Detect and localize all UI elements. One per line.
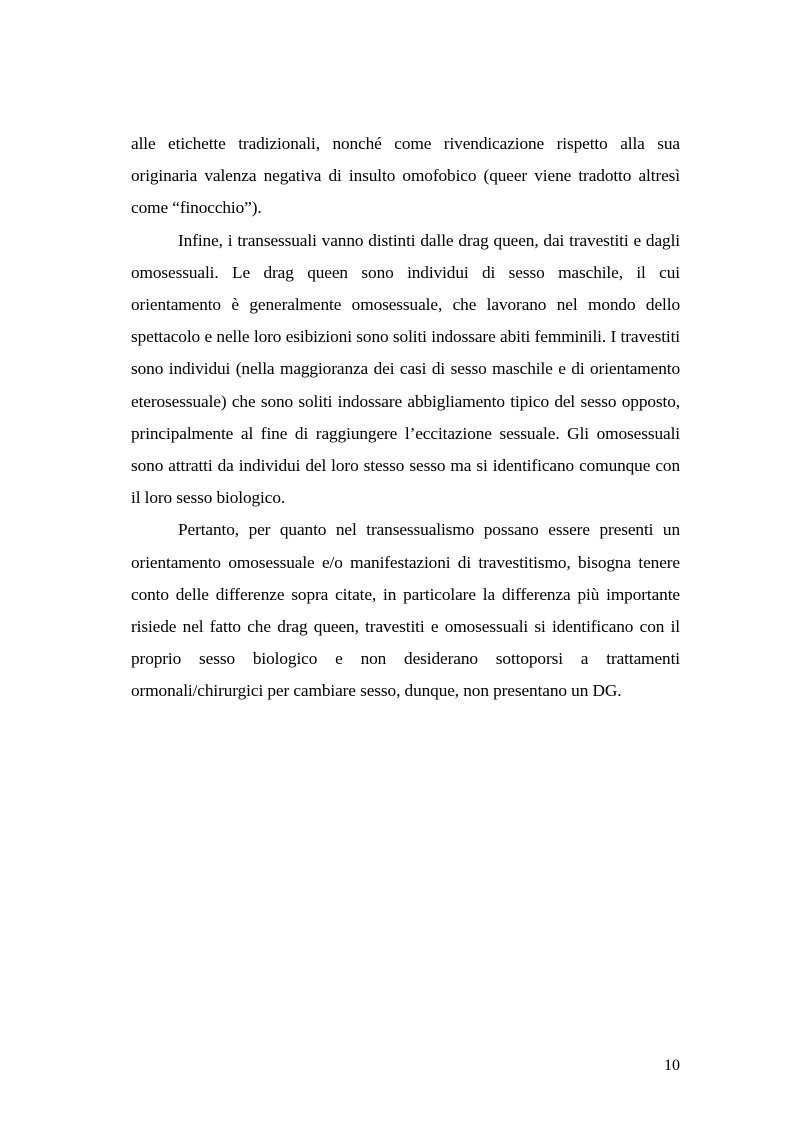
paragraph-continuation: alle etichette tradizionali, nonché come rivendicazione rispetto alla sua originaria valenza negativa di insulto omofobico (queer viene tradotto altresì come “finocchio”). [131, 134, 680, 218]
paragraph-conclusion: Pertanto, per quanto nel transessualismo possano essere presenti un orientamento omosessuale e/o manifestazioni di travestitismo, bisogna tenere conto delle differenze sopra citate, in particolare la differenza più importante risiede nel fatto che drag queen, travestiti e omosessuali si identificano con il proprio sesso biologico e non desiderano sottoporsi a trattamenti ormonali/chirurgici per cambiare sesso, dunque, non presentano un DG. [131, 520, 680, 701]
page-body [131, 128, 680, 708]
page-number: 10 [664, 1057, 680, 1074]
paragraph-distinctions: Infine, i transessuali vanno distinti dalle drag queen, dai travestiti e dagli omosessuali. Le drag queen sono individui di sesso maschile, il cui orientamento è generalmente omosessuale, che lavorano nel mondo dello spettacolo e nelle loro esibizioni sono soliti indossare abiti femminili. I travestiti sono individui (nella maggioranza dei casi di sesso maschile e di orientamento eterosessuale) che sono soliti indossare abbigliamento tipico del sesso opposto, principalmente al fine di raggiungere l’eccitazione sessuale. Gli omosessuali sono attratti da individui del loro stesso sesso ma si identificano comunque con il loro sesso biologico. [131, 230, 680, 508]
